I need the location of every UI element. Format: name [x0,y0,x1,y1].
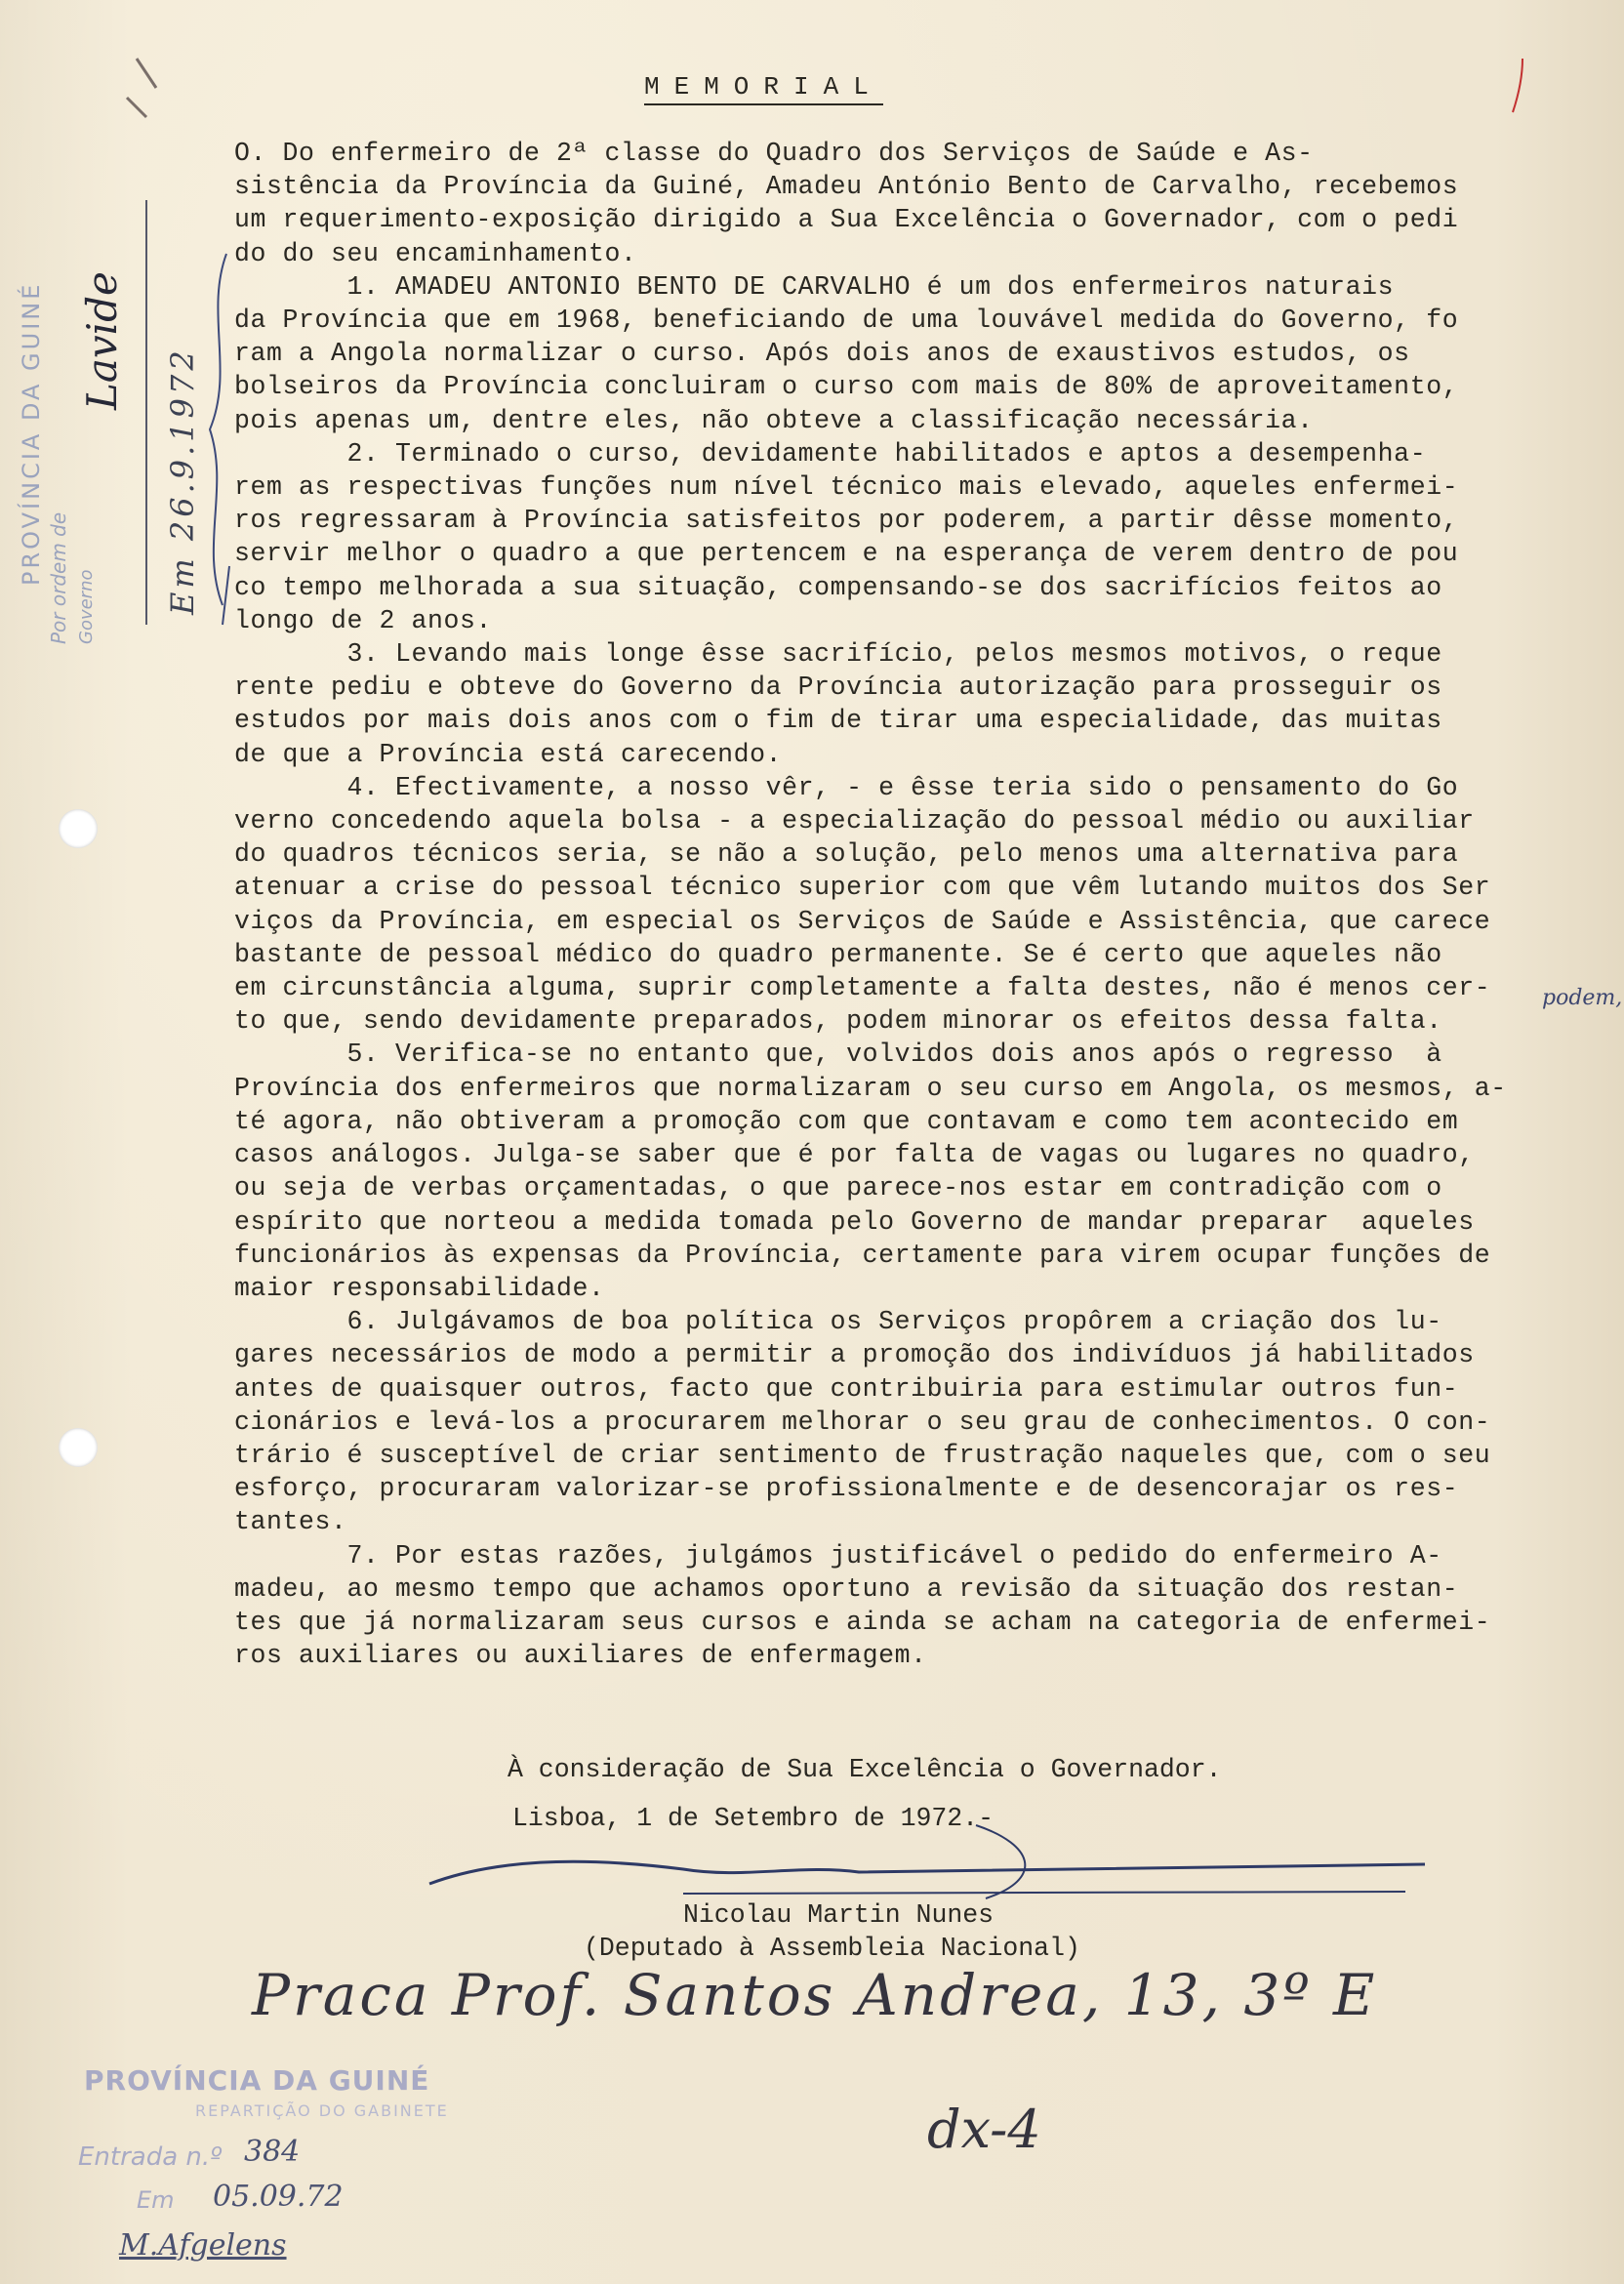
reception-stamp-subtitle: REPARTIÇÃO DO GABINETE [195,2101,449,2120]
reception-stamp [68,2064,478,2263]
handwritten-reference: dx-4 [927,2099,1041,2160]
memorial-body: O. Do enfermeiro de 2ª classe do Quadro dos Serviços de Saúde e As- sistência da Província da Guiné, Amadeu António Bento de Carvalho, recebemos um requerimento-exposição dirigido a Sua Excelência o Governador, com o pedi do do seu encaminhamento. 1. AMADEU ANTONIO BENTO DE CARVALHO é um dos enfermeiros naturais da Província que em 1968, beneficiando de uma louvável medida do Governo, fo ram a Angola normalizar o curso. Após dois anos de exaustivos estudos, os bolseiros da Província concluiram o curso com mais de 80% de aproveitamento, pois apenas um, dentre eles, não obteve a classificação necessária. 2. Terminado o curso, devidamente habilitados e aptos a desempenha- rem as respectivas funções num nível técnico mais elevado, aqueles enfermei- ros regressaram à Província satisfeitos por poderem, a partir dêsse momento, servir melhor o quadro a que pertencem e na esperança de verem dentro de pou co tempo melhorada a sua situação, compensando-se dos sacrifícios feitos ao longo de 2 anos. 3. Levando mais longe êsse sacrifício, pelos mesmos motivos, o reque rente pediu e obteve do Governo da Província autorização para prosseguir os estudos por mais dois anos com o fim de tirar uma especialidade, das muitas de que a Província está carecendo. 4. Efectivamente, a nosso vêr, - e êsse teria sido o pensamento do Go verno concedendo aquela bolsa - a especialização do pessoal médio ou auxiliar do quadros técnicos seria, se não a solução, pelo menos uma alternativa para atenuar a crise do pessoal técnico superior com que vêm lutando muitos dos Ser viços da Província, em especial os Serviços de Saúde e Assistência, que carece bastante de pessoal médico do quadro permanente. Se é certo que aqueles não em circunstância alguma, suprir completamente a falta destes, não é menos cer- to que, sendo devidamente preparados, podem minorar os efeitos dessa falta. 5. Verifica-se no entanto que, volvidos dois anos após o regresso à Província dos enfermeiros que normalizaram o seu curso em Angola, os mesmos, a- té agora, não obtiveram a promoção com que contavam e como tem acontecido em casos análogos. Julga-se saber que é por falta de vagas ou lugares no quadro, ou seja de verbas orçamentadas, o que parece-nos estar em contradição com o espírito que norteou a medida tomada pelo Governo de mandar preparar aqueles funcionários às expensas da Província, certamente para virem ocupar funções de maior responsabilidade. 6. Julgávamos de boa política os Serviços propôrem a criação dos lu- gares necessários de modo a permitir a promoção dos indivíduos já habilitados antes de quaisquer outros, facto que contribuiria para estimular outros fun- cionários e levá-los a procurarem melhorar o seu grau de conhecimentos. O con- trário é susceptível de criar sentimento de frustração naqueles que, com o seu esforço, procuraram valorizar-se profissionalmente e de desencorajar os res- tantes. 7. Por estas razões, julgámos justificável o pedido do enfermeiro A- madeu, ao mesmo tempo que achamos oportuno a revisão da situação dos restan- tes que já normalizaram seus cursos e ainda se acham na categoria de enfermei- ros auxiliares ou auxiliares de enfermagem. [234,139,1507,1671]
margin-stamp-line3: Governo [76,569,97,644]
margin-stamp-signature: Lavide [78,271,126,410]
reception-stamp-entry-label: Entrada n.º [78,2142,223,2172]
margin-insert: podem, [1542,986,1623,1010]
place-date: Lisboa, 1 de Setembro de 1972.- [512,1804,994,1833]
reception-stamp-title: PROVÍNCIA DA GUINÉ [84,2064,430,2097]
document-title: MEMORIAL [644,72,883,105]
signer-name: Nicolau Martin Nunes [683,1900,995,1930]
margin-stamp-date: Em 26.9.1972 [164,347,201,615]
reception-stamp-date-label: Em [137,2186,175,2214]
handwritten-address: Praca Prof. Santos Andrea, 13, 3º E [252,1962,1378,2028]
reception-stamp-entry-number: 384 [244,2135,301,2169]
signer-role: (Deputado à Assembleia Nacional) [584,1934,1080,1963]
margin-stamp-line2: Por ordem de [47,511,70,644]
reception-stamp-date: 05.09.72 [213,2180,344,2214]
reception-stamp-signature: M.Afgelens [119,2228,287,2263]
margin-stamp-line1: PROVÍNCIA DA GUINÉ [18,281,45,586]
closing-line: À consideração de Sua Excelência o Governador. [508,1755,1222,1784]
